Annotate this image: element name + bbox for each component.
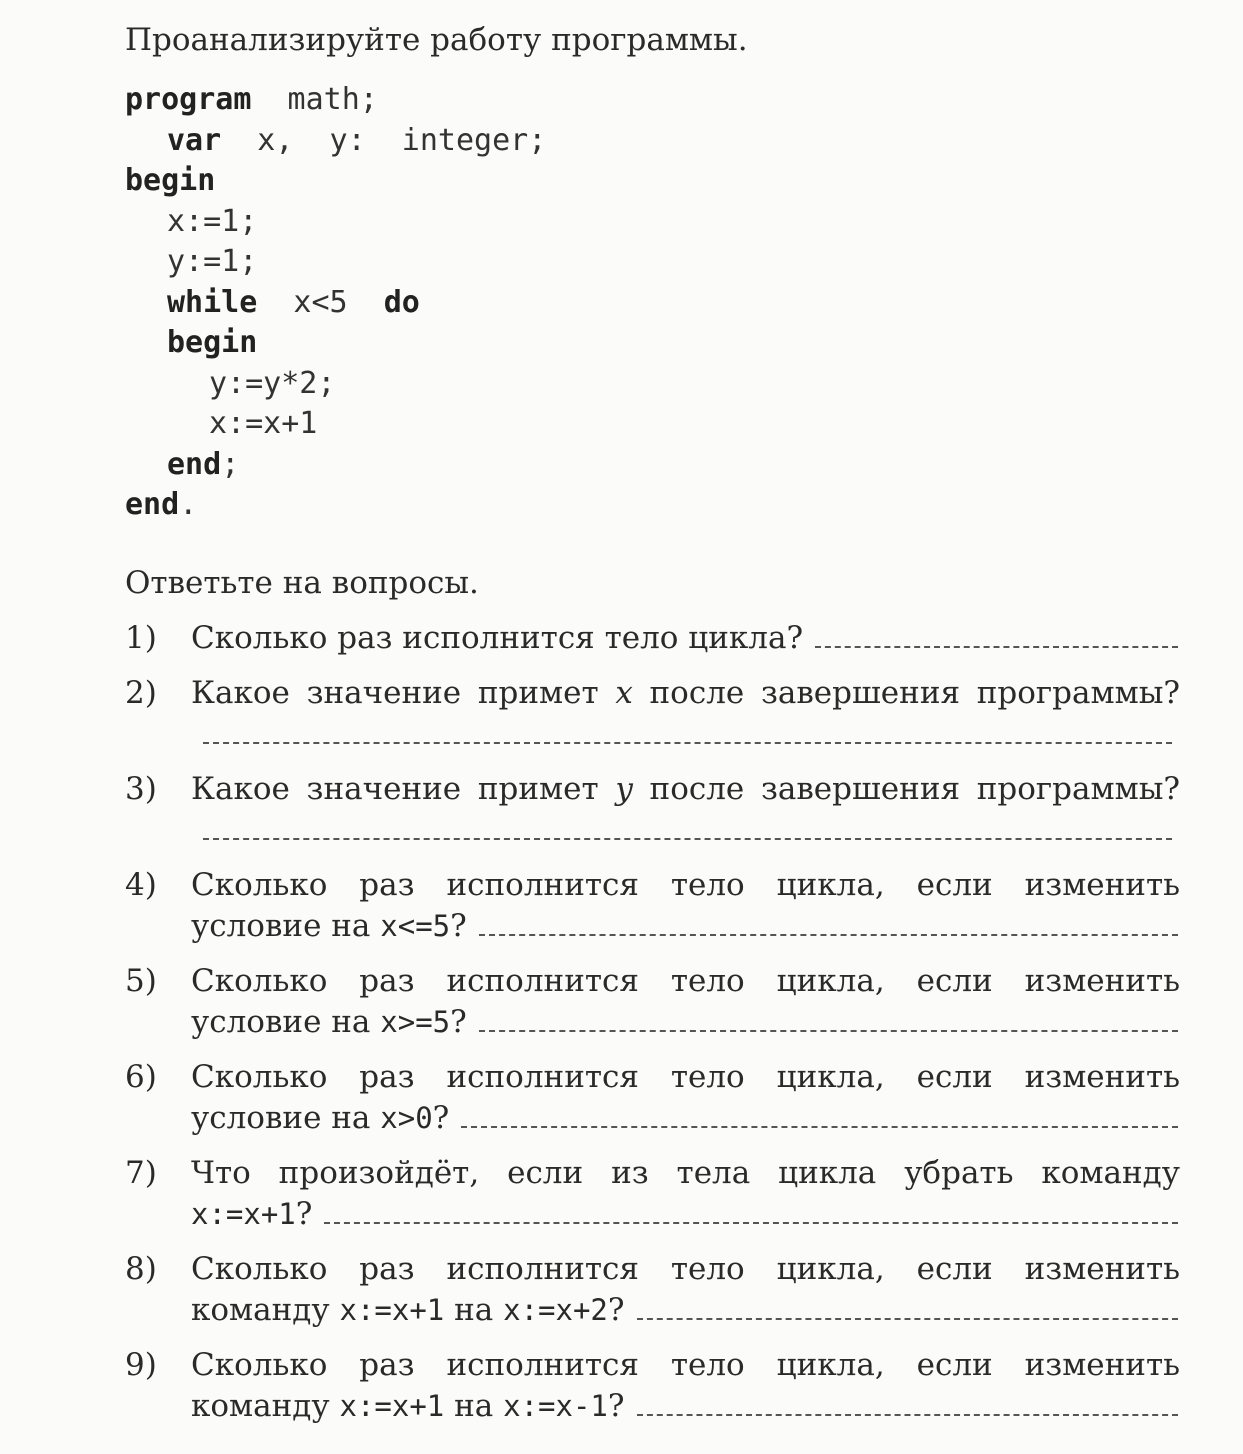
question-fragment: Что произойдёт, если из тела цикла убрать команду <box>191 1155 1180 1191</box>
code-line <box>125 121 546 162</box>
code-line <box>125 202 546 243</box>
question-list <box>125 618 1180 1441</box>
question-text <box>191 865 1180 947</box>
question-number: 4) <box>125 867 157 903</box>
question-text <box>191 1057 1180 1139</box>
question-fragment: ? <box>295 1196 313 1232</box>
code-fragment: x>=5 <box>380 1005 451 1039</box>
question-number: 3) <box>125 771 157 807</box>
code-line <box>125 80 546 121</box>
variable-name: x <box>615 675 633 711</box>
code-text: x, y: integer; <box>221 122 547 158</box>
variable-name: y <box>615 771 633 807</box>
code-keyword: end <box>167 446 222 482</box>
answer-line[interactable] <box>479 1029 1178 1032</box>
code-listing <box>125 80 546 526</box>
code-text: ; <box>221 446 240 482</box>
code-keyword: program <box>125 82 252 117</box>
question-fragment: Сколько раз исполнится тело цикла, если изменить условие на <box>191 1059 1180 1136</box>
question-text <box>191 1153 1180 1235</box>
question-number: 2) <box>125 675 157 711</box>
question-fragment: ? <box>450 1004 467 1040</box>
question-text <box>191 1345 1180 1427</box>
code-fragment: x:=x-1 <box>503 1389 608 1423</box>
code-line <box>125 485 546 526</box>
question-fragment: на <box>444 1388 504 1424</box>
code-line <box>125 242 546 283</box>
intro-text: Проанализируйте работу программы. <box>125 22 748 58</box>
code-line <box>125 283 546 324</box>
code-keyword: while <box>167 284 258 320</box>
question-number: 9) <box>125 1347 157 1383</box>
question-item <box>125 1057 1180 1139</box>
code-fragment: x:=x+1 <box>339 1389 445 1423</box>
code-text: x:=x+1 <box>209 406 318 441</box>
question-fragment: ? <box>432 1100 450 1136</box>
answer-line[interactable] <box>637 1413 1179 1416</box>
code-line <box>125 364 546 405</box>
answer-line[interactable] <box>637 1317 1179 1320</box>
question-text <box>191 1249 1180 1331</box>
question-fragment: Сколько раз исполнится тело цикла, если изменить условие на <box>191 963 1180 1040</box>
question-text <box>191 769 1180 851</box>
question-text <box>191 961 1180 1043</box>
code-fragment: x>0 <box>380 1101 433 1135</box>
question-fragment: на <box>444 1292 504 1328</box>
question-fragment: Сколько раз исполнится тело цикла, если изменить команду <box>191 1347 1180 1424</box>
code-line <box>125 161 546 202</box>
question-item <box>125 673 1180 755</box>
answer-line[interactable] <box>461 1125 1178 1128</box>
code-keyword: end <box>125 487 180 522</box>
code-fragment: x:=x+1 <box>339 1293 445 1327</box>
question-number: 8) <box>125 1251 157 1287</box>
question-number: 5) <box>125 963 157 999</box>
code-fragment: x<=5 <box>380 909 451 943</box>
question-fragment: после завершения программы? <box>632 675 1180 711</box>
code-text: math; <box>251 82 378 117</box>
question-item <box>125 1153 1180 1235</box>
code-keyword: do <box>383 284 420 320</box>
code-line <box>125 404 546 445</box>
question-fragment: ? <box>450 908 467 944</box>
question-item <box>125 618 1180 659</box>
question-fragment: Какое значение примет <box>191 675 616 711</box>
code-text: y:=y*2; <box>209 365 336 401</box>
code-keyword: begin <box>167 325 258 360</box>
answer-line[interactable] <box>479 933 1178 936</box>
question-item <box>125 961 1180 1043</box>
code-fragment: x:=x+2 <box>503 1293 608 1327</box>
question-text <box>191 618 1180 659</box>
question-item <box>125 769 1180 851</box>
code-text: x<5 <box>257 284 384 320</box>
question-number: 6) <box>125 1059 157 1095</box>
question-text <box>191 673 1180 755</box>
code-text: y:=1; <box>167 244 258 279</box>
question-item <box>125 865 1180 947</box>
question-number: 7) <box>125 1155 157 1191</box>
question-item <box>125 1249 1180 1331</box>
answer-line[interactable] <box>203 837 1172 840</box>
code-line <box>125 323 546 364</box>
answer-line[interactable] <box>815 645 1178 648</box>
code-line <box>125 445 546 486</box>
code-keyword: var <box>167 122 222 158</box>
question-fragment: ? <box>607 1292 625 1328</box>
code-keyword: begin <box>125 163 216 198</box>
code-text: x:=1; <box>167 203 258 239</box>
question-fragment: Сколько раз исполнится тело цикла, если изменить команду <box>191 1251 1180 1328</box>
answer-line[interactable] <box>324 1221 1178 1224</box>
question-fragment: Какое значение примет <box>191 771 616 807</box>
question-fragment: Сколько раз исполнится тело цикла? <box>191 620 804 656</box>
question-item <box>125 1345 1180 1427</box>
question-fragment: ? <box>607 1388 625 1424</box>
answer-line[interactable] <box>203 741 1172 744</box>
code-fragment: x:=x+1 <box>191 1197 296 1231</box>
questions-title: Ответьте на вопросы. <box>125 565 479 601</box>
question-fragment: Сколько раз исполнится тело цикла, если изменить условие на <box>191 867 1180 944</box>
question-fragment: после завершения программы? <box>632 771 1180 807</box>
question-number: 1) <box>125 620 157 656</box>
code-text: . <box>179 487 198 522</box>
